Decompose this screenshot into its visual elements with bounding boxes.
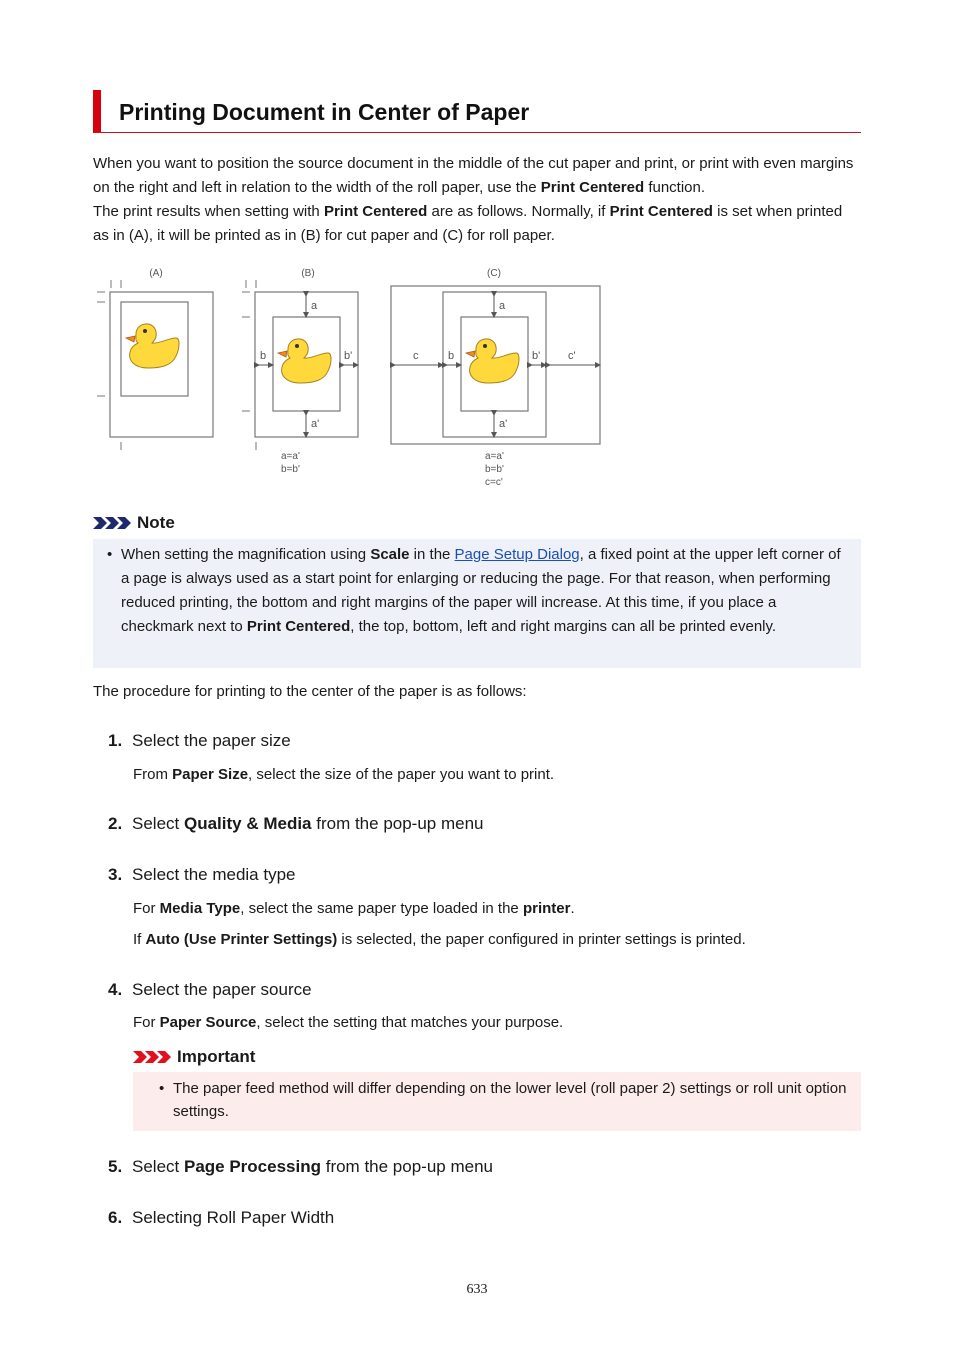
step-3-body-2: If Auto (Use Printer Settings) is selected, the paper configured in printer settings is printed. [133, 931, 746, 948]
print-centered-figure [93, 262, 613, 494]
step-2-heading: 2. Select Quality & Media from the pop-up menu [108, 814, 484, 833]
step-1-body: From Paper Size, select the size of the paper you want to print. [133, 766, 555, 783]
procedure-intro: The procedure for printing to the center of the paper is as follows: [93, 683, 527, 700]
step-3-body-1: For Media Type, select the same paper type loaded in the printer. [133, 900, 575, 917]
intro-paragraph-2: The print results when setting with Print Centered are as follows. Normally, if Print Centered is set when printed as in (A), it will be printed as in (B) for cut paper and (C) for roll paper. [93, 203, 843, 244]
step-6-heading: 6. Selecting Roll Paper Width [108, 1208, 335, 1227]
equation-b-2: b=b' [281, 464, 300, 475]
margin-c2-c: c' [568, 350, 576, 362]
figure-b [242, 268, 358, 475]
important-label: Important [177, 1047, 256, 1066]
important-heading [133, 1047, 255, 1067]
margin-c-c: c [413, 350, 419, 362]
margin-a-c: a [499, 300, 506, 312]
important-arrows-icon [133, 1049, 171, 1065]
note-label: Note [137, 513, 175, 532]
important-box [133, 1072, 861, 1131]
figure-label-c: (C) [487, 268, 501, 279]
margin-b2-b: b' [344, 350, 353, 362]
margin-a2-b: a' [311, 418, 320, 430]
step-4-body: For Paper Source, select the setting that matches your purpose. [133, 1014, 564, 1031]
figure-c [391, 268, 600, 488]
note-text: • When setting the magnification using Scale in the Page Setup Dialog, a fixed point at the upper left corner of a page is always used as a start point for enlarging or reducing the page. For that reason, when performing reduced printing, the bottom and right margins of the paper will increase. At this time, if you place a checkmark next to Print Centered, the top, bottom, left and right margins can all be printed evenly. [107, 546, 841, 635]
margin-a2-c: a' [499, 418, 508, 430]
page-title [93, 90, 861, 133]
figure-a [97, 268, 213, 450]
intro-paragraph-1: When you want to position the source document in the middle of the cut paper and print, or print with even margins on the right and left in relation to the width of the roll paper, use the Print Centered function. [93, 155, 854, 196]
page-setup-dialog-link[interactable]: Page Setup Dialog [454, 546, 580, 563]
margin-a-b: a [311, 300, 318, 312]
margin-b2-c: b' [532, 350, 541, 362]
title-accent-bar [93, 90, 101, 132]
equation-c-1: a=a' [485, 451, 504, 462]
step-1-heading: 1. Select the paper size [108, 731, 291, 750]
step-5-heading: 5. Select Page Processing from the pop-up menu [108, 1157, 493, 1176]
margin-b-b: b [260, 350, 267, 362]
figure-label-b: (B) [301, 268, 315, 279]
equation-c-2: b=b' [485, 464, 504, 475]
margin-b-c: b [448, 350, 455, 362]
step-3-heading: 3. Select the media type [108, 865, 296, 884]
important-text: • The paper feed method will differ depending on the lower level (roll paper 2) settings or roll unit option settings. [159, 1080, 847, 1120]
page-number: 633 [466, 1282, 488, 1297]
page-title-text: Printing Document in Center of Paper [119, 99, 530, 125]
step-4-heading: 4. Select the paper source [108, 980, 312, 999]
note-heading [93, 513, 175, 533]
equation-c-3: c=c' [485, 477, 503, 488]
figure-label-a: (A) [149, 268, 163, 279]
note-box [93, 539, 861, 668]
note-arrows-icon [93, 515, 131, 531]
equation-b-1: a=a' [281, 451, 300, 462]
